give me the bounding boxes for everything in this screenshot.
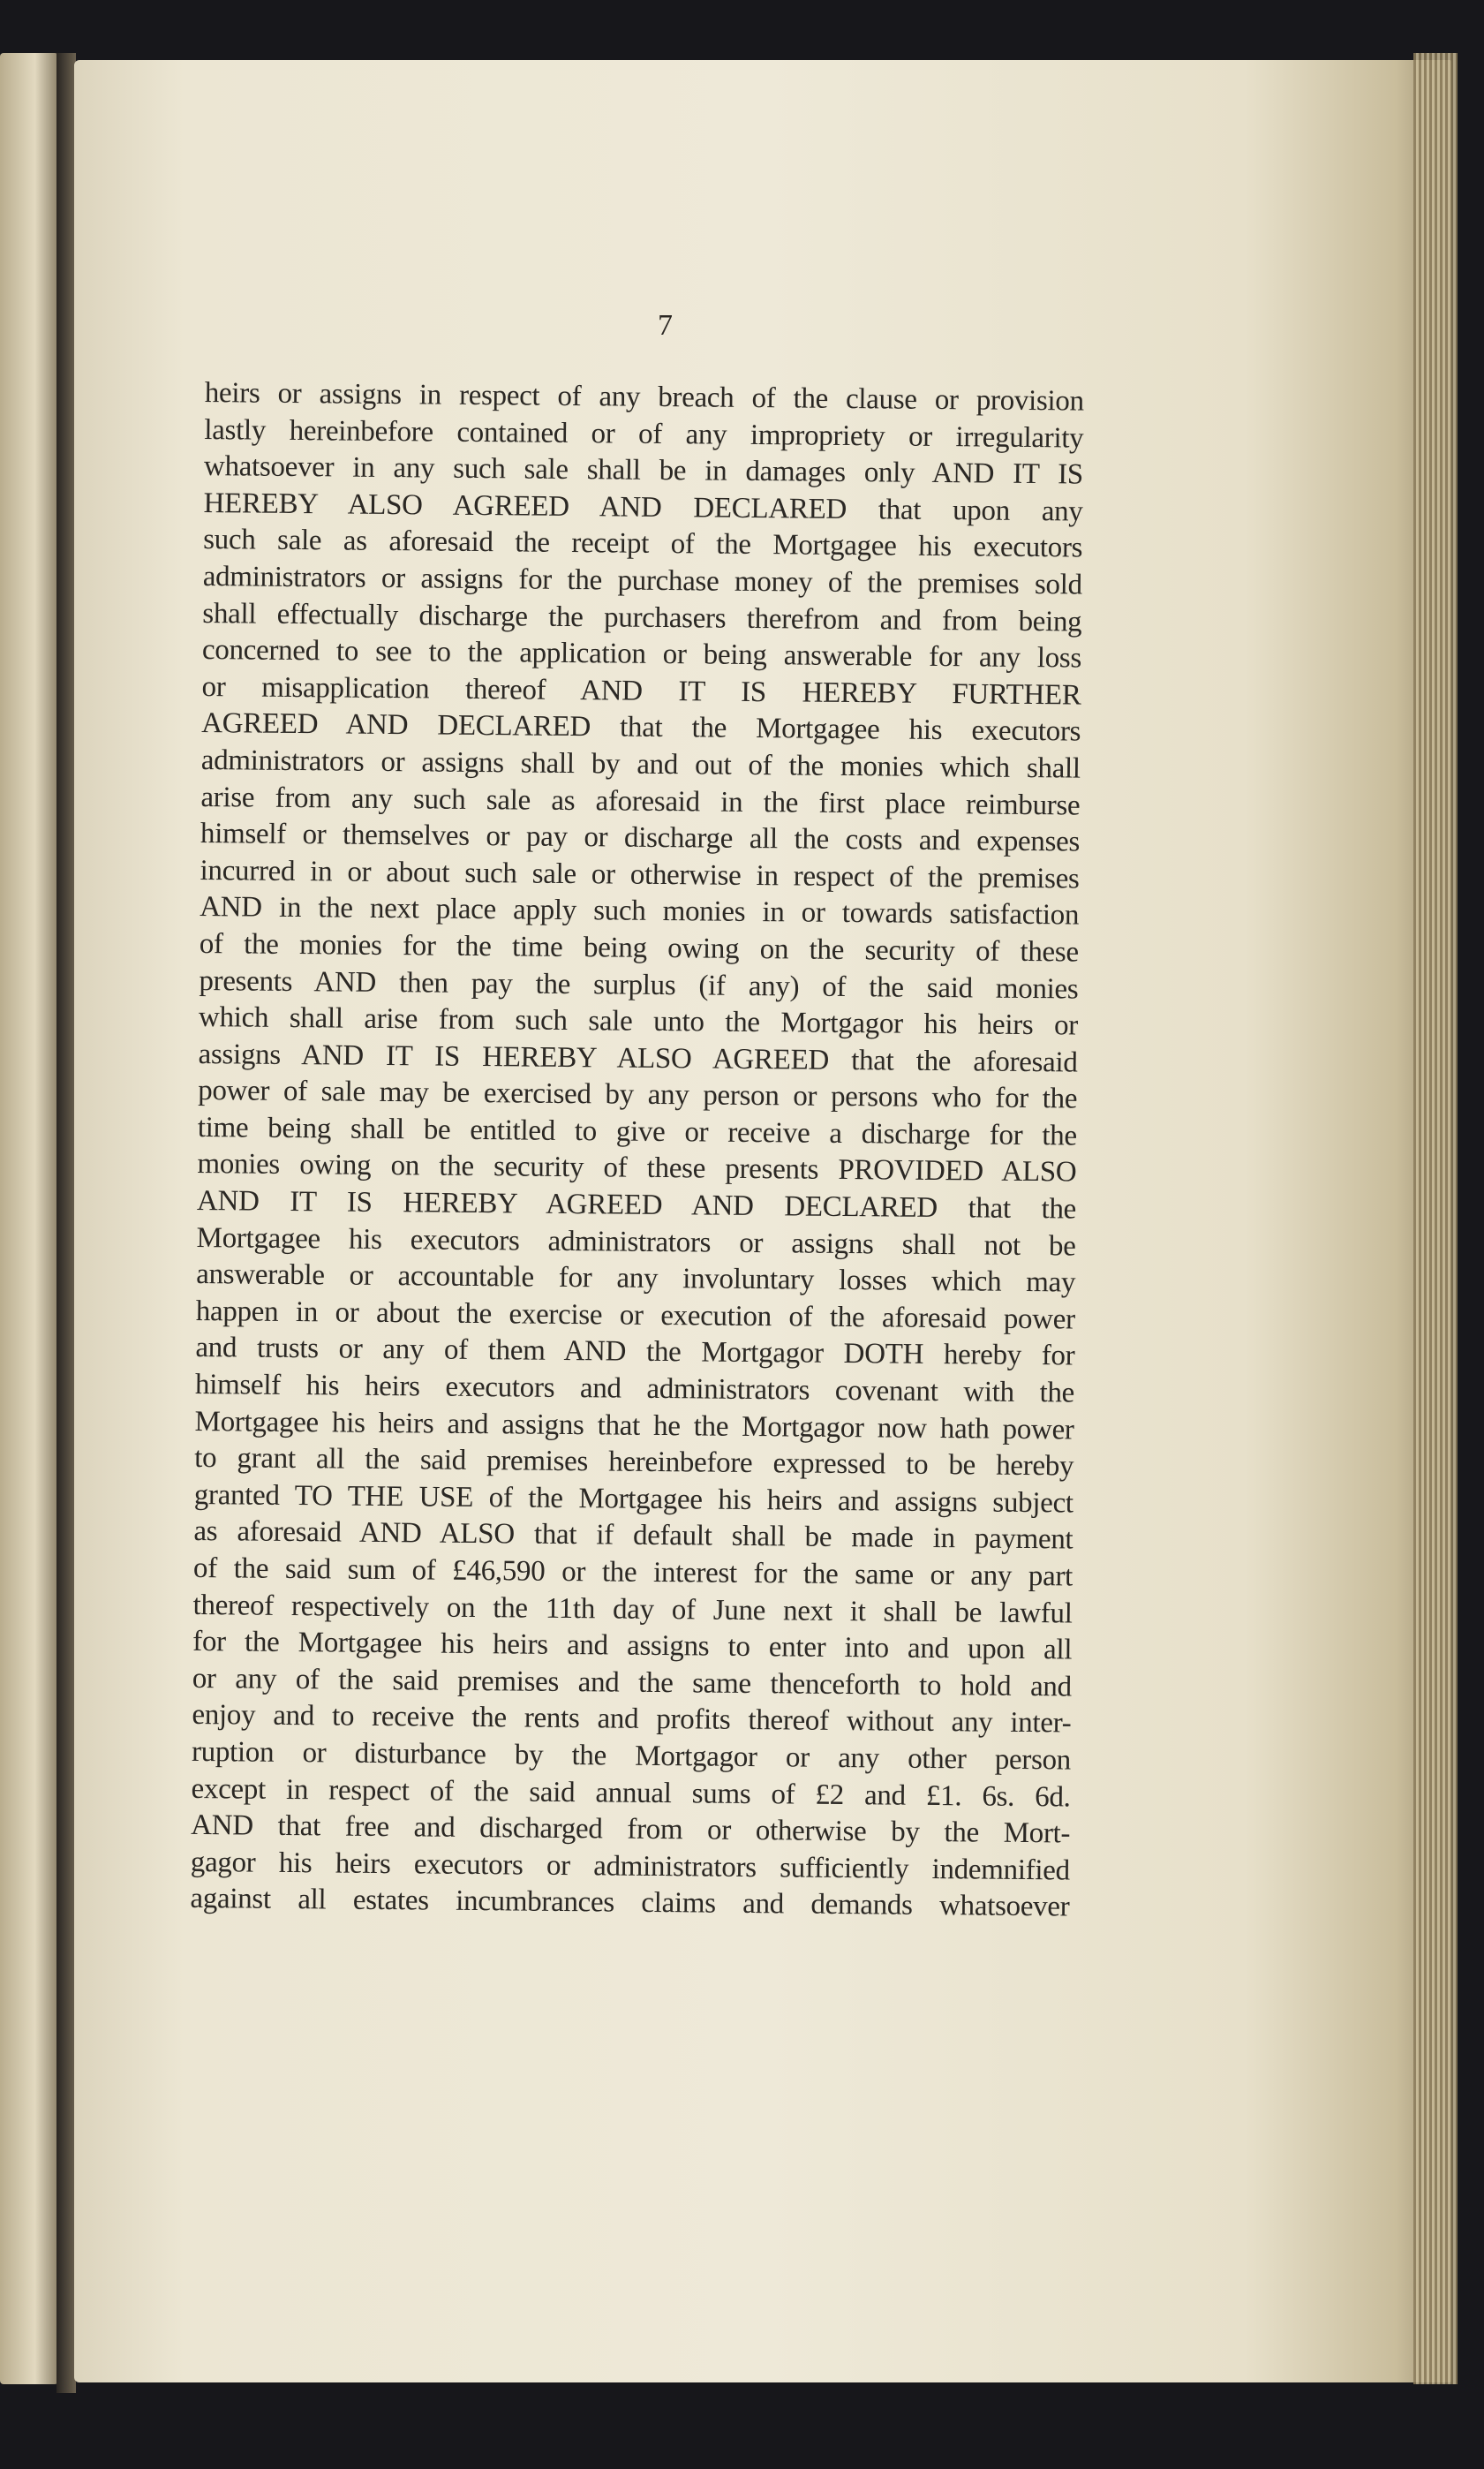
text-line: monies owing on the security of these presents PROVIDED ALSO <box>197 1148 1077 1189</box>
text-line: against all estates incumbrances claims and demands whatsoever <box>190 1883 1070 1923</box>
text-line: time being shall be entitled to give or receive a discharge for the <box>197 1111 1077 1152</box>
text-line: assigns AND IT IS HEREBY ALSO AGREED that the aforesaid <box>198 1038 1078 1079</box>
text-line: or any of the said premises and the same thenceforth to hold and <box>192 1662 1072 1703</box>
text-line: gagor his heirs executors or administrators sufficiently indemnified <box>190 1846 1070 1887</box>
text-line: HEREBY ALSO AGREED AND DECLARED that upon any <box>203 487 1083 528</box>
text-line: or misapplication thereof AND IT IS HEREBY FURTHER <box>201 670 1081 712</box>
text-line: happen in or about the exercise or execution of the aforesaid power <box>195 1295 1075 1336</box>
text-line: himself or themselves or pay or discharge all the costs and expenses <box>200 818 1081 858</box>
text-line: ruption or disturbance by the Mortgagor or any other person <box>191 1735 1072 1777</box>
text-line: power of sale may be exercised by any person or persons who for the <box>198 1075 1078 1115</box>
book-gutter <box>56 53 76 2393</box>
text-line: for the Mortgagee his heirs and assigns to enter into and upon all <box>192 1626 1073 1666</box>
text-line: concerned to see to the application or being answerable for any loss <box>201 634 1082 675</box>
text-line: incurred in or about such sale or otherwise in respect of the premises <box>200 854 1080 895</box>
text-line: of the monies for the time being owing on the security of these <box>199 927 1079 969</box>
text-line: enjoy and to receive the rents and profits thereof without any inter- <box>192 1699 1072 1740</box>
text-line: of the said sum of £46,590 or the interest for the same or any part <box>192 1552 1073 1593</box>
text-line: lastly hereinbefore contained or of any impropriety or irregularity <box>204 413 1084 455</box>
text-line: such sale as aforesaid the receipt of the Mortgagee his executors <box>203 524 1083 564</box>
text-line: Mortgagee his heirs and assigns that he the Mortgagor now hath power <box>194 1405 1074 1446</box>
text-line: and trusts or any of them AND the Mortgagor DOTH hereby for <box>195 1332 1075 1372</box>
text-line: administrators or assigns for the purchase money of the premises sold <box>202 560 1082 601</box>
text-line: shall effectually discharge the purchasers therefrom and from being <box>202 597 1082 638</box>
text-line: except in respect of the said annual sums of £2 and £1. 6s. 6d. <box>191 1772 1071 1814</box>
text-line: as aforesaid AND ALSO that if default shall be made in payment <box>193 1515 1073 1556</box>
text-line: answerable or accountable for any involuntary losses which may <box>196 1258 1076 1299</box>
page-number: 7 <box>658 309 673 342</box>
text-line: whatsoever in any such sale shall be in damages only AND IT IS <box>203 450 1084 491</box>
text-line: to grant all the said premises hereinbefore expressed to be hereby <box>194 1442 1074 1483</box>
page-stack-edge <box>1413 53 1458 2384</box>
body-text <box>190 375 1084 1926</box>
text-line: administrators or assigns shall by and out of the monies which shall <box>200 744 1081 785</box>
text-line: heirs or assigns in respect of any breach of the clause or provision <box>204 376 1084 418</box>
text-line: presents AND then pay the surplus (if any) of the said monies <box>199 964 1079 1006</box>
text-line: himself his heirs executors and administrators covenant with the <box>194 1368 1075 1409</box>
left-page-edge <box>0 53 58 2384</box>
text-line: Mortgagee his executors administrators or assigns shall not be <box>196 1221 1076 1263</box>
text-line: AGREED AND DECLARED that the Mortgagee his executors <box>201 707 1081 748</box>
text-line: AND that free and discharged from or otherwise by the Mort- <box>191 1809 1071 1850</box>
text-line: which shall arise from such sale unto the Mortgagor his heirs or <box>198 1001 1079 1042</box>
text-line: AND in the next place apply such monies in or towards satisfaction <box>200 891 1080 932</box>
text-line: granted TO THE USE of the Mortgagee his heirs and assigns subject <box>193 1478 1073 1520</box>
text-line: AND IT IS HEREBY AGREED AND DECLARED that the <box>196 1185 1077 1226</box>
text-line: thereof respectively on the 11th day of June next it shall be lawful <box>192 1589 1073 1630</box>
text-line: arise from any such sale as aforesaid in the first place reimburse <box>200 781 1081 822</box>
